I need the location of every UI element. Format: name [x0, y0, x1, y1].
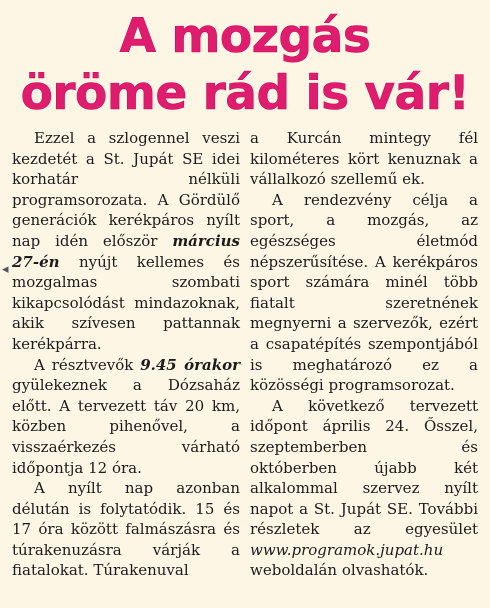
- paragraph-next-date: [250, 396, 478, 581]
- article-column-right: [250, 128, 478, 581]
- paragraph-intro-text-b: nyújt kellemes és mozgalmas szombati kikapcsolódást mindazoknak, akik szívesen pattannak kerékpárra.: [12, 252, 240, 353]
- margin-marker: ◂: [2, 262, 9, 277]
- paragraph-meeting-text-b: gyülekeznek a Dózsaház előtt. A tervezett táv 20 km, közben pihenővel, a visszaérkezés várható időpontja 12 óra.: [12, 376, 240, 477]
- headline-line-1: A mozgás: [119, 9, 371, 64]
- event-date: március 27-én: [12, 231, 240, 271]
- headline: [0, 8, 490, 122]
- paragraph-kayak: a Kurcán mintegy fél kilométeres kört kenuznak a vállalkozó szellemű ek.: [250, 129, 478, 189]
- paragraph-intro: [12, 128, 240, 355]
- paragraph-afternoon: A nyílt nap azonban délután is folytatódik. 15 és 17 óra között falmászásra és túrakenuzásra várják a fiatalokat. Túrakenuval: [12, 479, 240, 580]
- article-column-left: [12, 128, 240, 581]
- paragraph-meeting-text-a: A résztvevők: [34, 355, 141, 374]
- paragraph-meeting: [12, 355, 240, 479]
- website-url: www.programok.jupat.hu: [250, 540, 444, 559]
- headline-line-2: öröme rád is vár!: [20, 66, 470, 121]
- paragraph-next-date-text-a: A következő tervezett időpont április 24. Ősszel, szeptemberben és októberben újabb két alkalommal szervez nyílt napot a St. Jupát SE. További részletek az egyesület: [250, 396, 478, 539]
- meeting-time: 9.45 órakor: [140, 355, 240, 374]
- paragraph-next-date-text-b: weboldalán olvashatók.: [250, 561, 429, 580]
- paragraph-intro-text-a: Ezzel a szlogennel veszi kezdetét a St. Jupát SE idei korhatár nélküli programsorozata. A Gördülő generációk kerékpáros nyílt nap idén először: [12, 129, 240, 250]
- paragraph-goal: A rendezvény célja a sport, a mozgás, az egészséges életmód népszerűsítése. A kerékpáros sport számára minél több fiatalt szeretnének megnyerni a szervezők, ezért a csapatépítés szempontjából is meghatározó ez a közösségi programsorozat.: [250, 190, 478, 395]
